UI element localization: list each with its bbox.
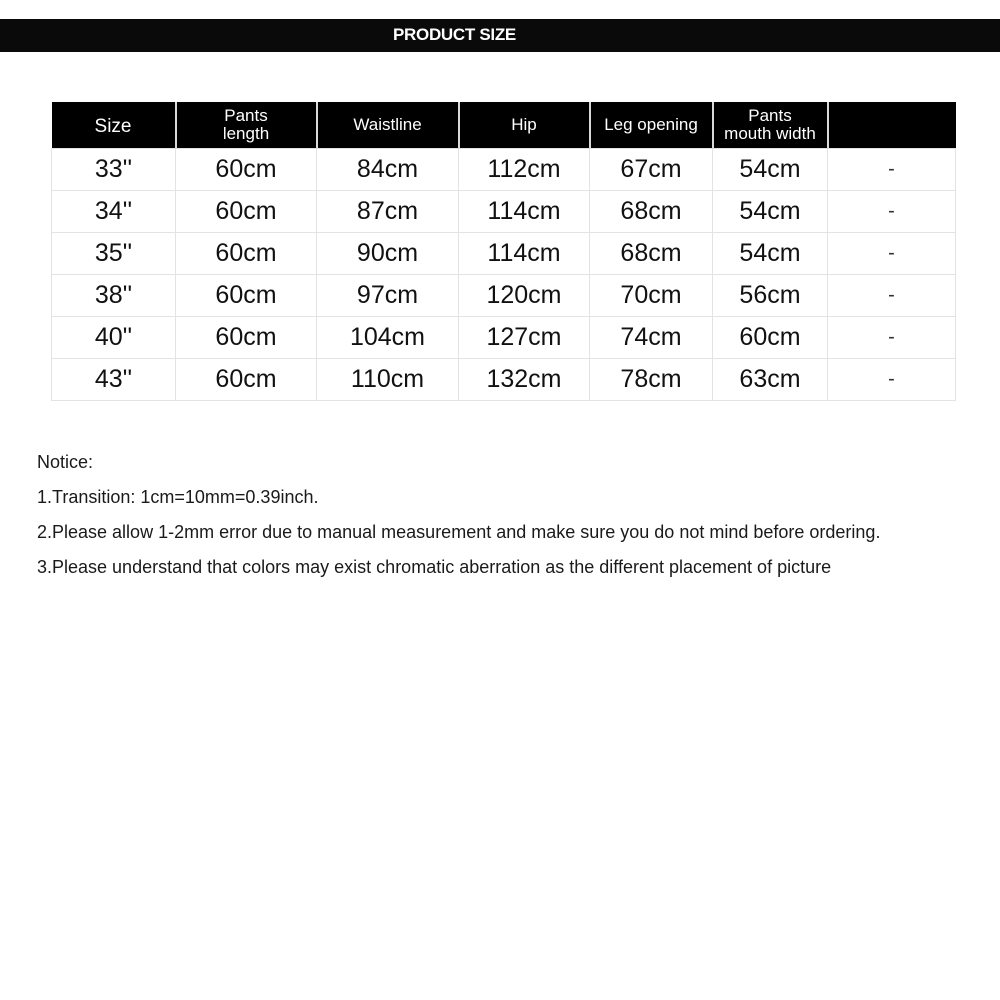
header-pants-mouth-width [713,102,828,149]
cell-leg-opening: 68cm [590,191,713,233]
notice-section [37,451,997,591]
cell-blank: - [828,233,956,275]
cell-pants-mouth-width: 54cm [713,191,828,233]
cell-pants-mouth-width: 54cm [713,149,828,191]
cell-hip: 120cm [459,275,590,317]
table-row [52,149,956,191]
header-leg-opening: Leg opening [590,102,713,149]
header-size: Size [52,102,176,149]
size-chart-table [51,102,956,401]
cell-hip: 114cm [459,191,590,233]
cell-hip: 132cm [459,359,590,401]
cell-size: 43'' [52,359,176,401]
cell-waistline: 110cm [317,359,459,401]
cell-hip: 127cm [459,317,590,359]
banner-title: PRODUCT SIZE [393,25,516,44]
header-pants-length-line1: Pants [224,106,268,125]
table-row [52,191,956,233]
cell-blank: - [828,149,956,191]
cell-pants-mouth-width: 60cm [713,317,828,359]
header-pants-mouth-width-line2: mouth width [724,124,816,143]
cell-blank: - [828,191,956,233]
cell-waistline: 84cm [317,149,459,191]
cell-size: 38'' [52,275,176,317]
cell-pants-length: 60cm [176,191,317,233]
cell-leg-opening: 68cm [590,233,713,275]
notice-item-error: 2.Please allow 1-2mm error due to manual measurement and make sure you do not mind before ordering. [37,522,881,542]
cell-pants-mouth-width: 54cm [713,233,828,275]
cell-waistline: 90cm [317,233,459,275]
header-pants-length-line2: length [222,124,270,143]
cell-pants-length: 60cm [176,233,317,275]
cell-pants-length: 60cm [176,149,317,191]
header-pants-length [176,102,317,149]
table-header-row [52,102,956,149]
cell-hip: 114cm [459,233,590,275]
table-row [52,275,956,317]
cell-leg-opening: 74cm [590,317,713,359]
cell-pants-length: 60cm [176,275,317,317]
cell-waistline: 104cm [317,317,459,359]
header-pants-mouth-width-line1: Pants [748,106,792,125]
cell-hip: 112cm [459,149,590,191]
cell-leg-opening: 67cm [590,149,713,191]
table-row [52,317,956,359]
header-hip: Hip [459,102,590,149]
notice-heading: Notice: [37,452,94,472]
notice-item-transition: 1.Transition: 1cm=10mm=0.39inch. [37,487,319,507]
cell-leg-opening: 70cm [590,275,713,317]
cell-size: 35'' [52,233,176,275]
notice-item-colors: 3.Please understand that colors may exist chromatic aberration as the different placement of picture [37,557,832,577]
cell-size: 33'' [52,149,176,191]
cell-pants-length: 60cm [176,359,317,401]
header-blank [828,102,956,149]
product-size-banner [0,19,1000,52]
table-row [52,359,956,401]
cell-blank: - [828,359,956,401]
header-waistline: Waistline [317,102,459,149]
cell-pants-mouth-width: 63cm [713,359,828,401]
cell-pants-mouth-width: 56cm [713,275,828,317]
cell-size: 40'' [52,317,176,359]
cell-blank: - [828,275,956,317]
cell-size: 34'' [52,191,176,233]
cell-waistline: 97cm [317,275,459,317]
cell-leg-opening: 78cm [590,359,713,401]
cell-waistline: 87cm [317,191,459,233]
table-row [52,233,956,275]
cell-blank: - [828,317,956,359]
cell-pants-length: 60cm [176,317,317,359]
